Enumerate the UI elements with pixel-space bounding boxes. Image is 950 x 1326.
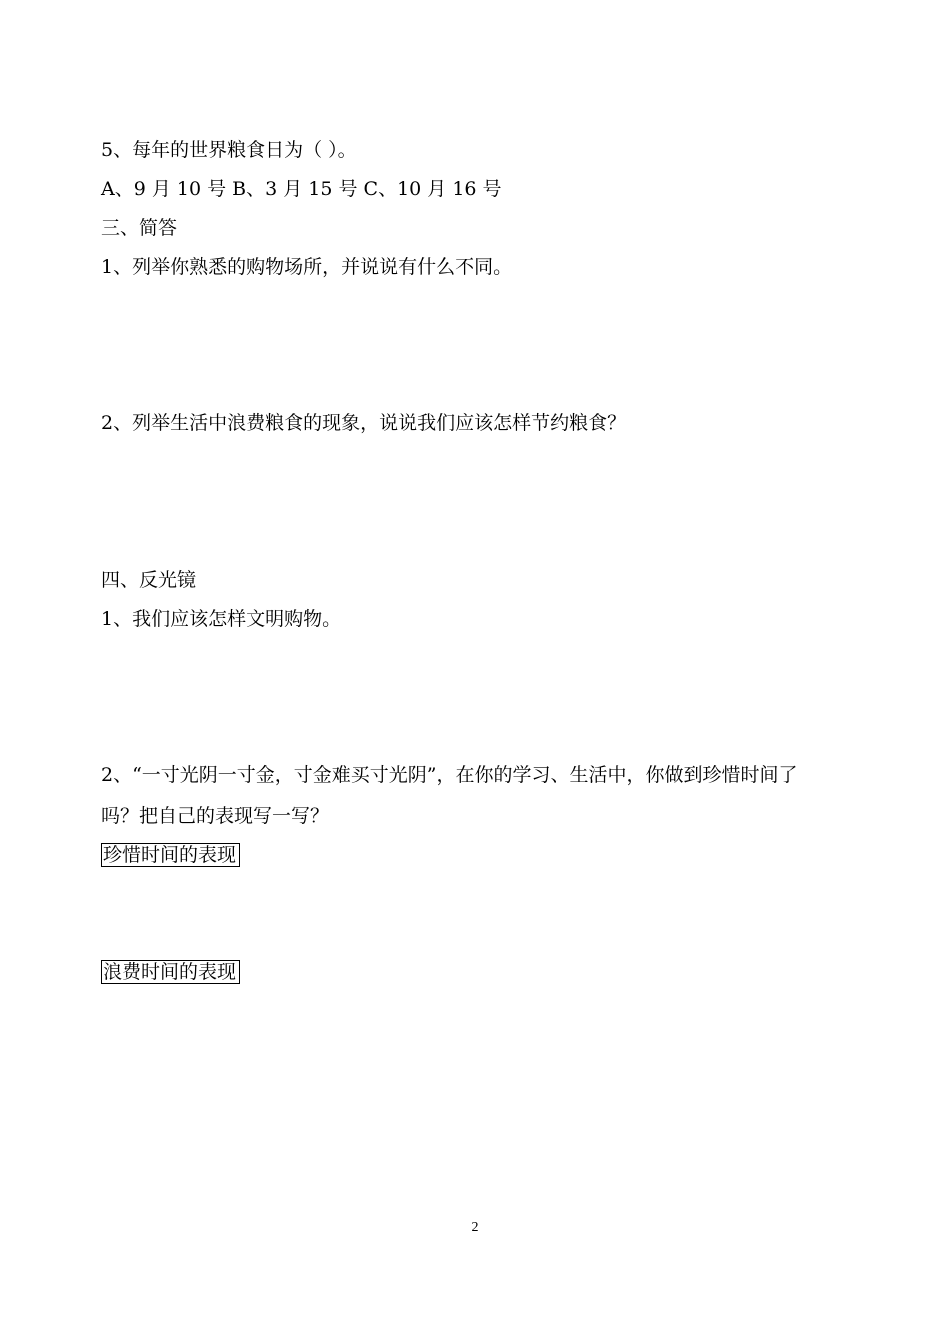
cherish-time-box-row (101, 843, 240, 867)
section-3-heading: 三、简答 (101, 217, 178, 239)
section-4-heading: 四、反光镜 (101, 569, 197, 591)
cherish-time-box: 珍惜时间的表现 (101, 843, 240, 867)
question-5-prompt: 5、每年的世界粮食日为（ ）。 (101, 139, 357, 161)
page-number: 2 (471, 1220, 479, 1235)
section-3-question-1: 1、列举你熟悉的购物场所，并说说有什么不同。 (101, 256, 513, 278)
section-4-question-1: 1、我们应该怎样文明购物。 (101, 608, 342, 630)
question-5-options: A、9 月 10 号 B、3 月 15 号 C、10 月 16 号 (101, 178, 502, 200)
waste-time-box-row (101, 960, 240, 984)
section-4-question-2-line-2: 吗？把自己的表现写一写？ (101, 805, 330, 827)
waste-time-box: 浪费时间的表现 (101, 960, 240, 984)
section-3-question-2: 2、列举生活中浪费粮食的现象，说说我们应该怎样节约粮食？ (101, 412, 627, 434)
section-4-question-2-line-1: 2、“一寸光阴一寸金，寸金难买寸光阴”，在你的学习、生活中，你做到珍惜时间了 (101, 764, 798, 786)
